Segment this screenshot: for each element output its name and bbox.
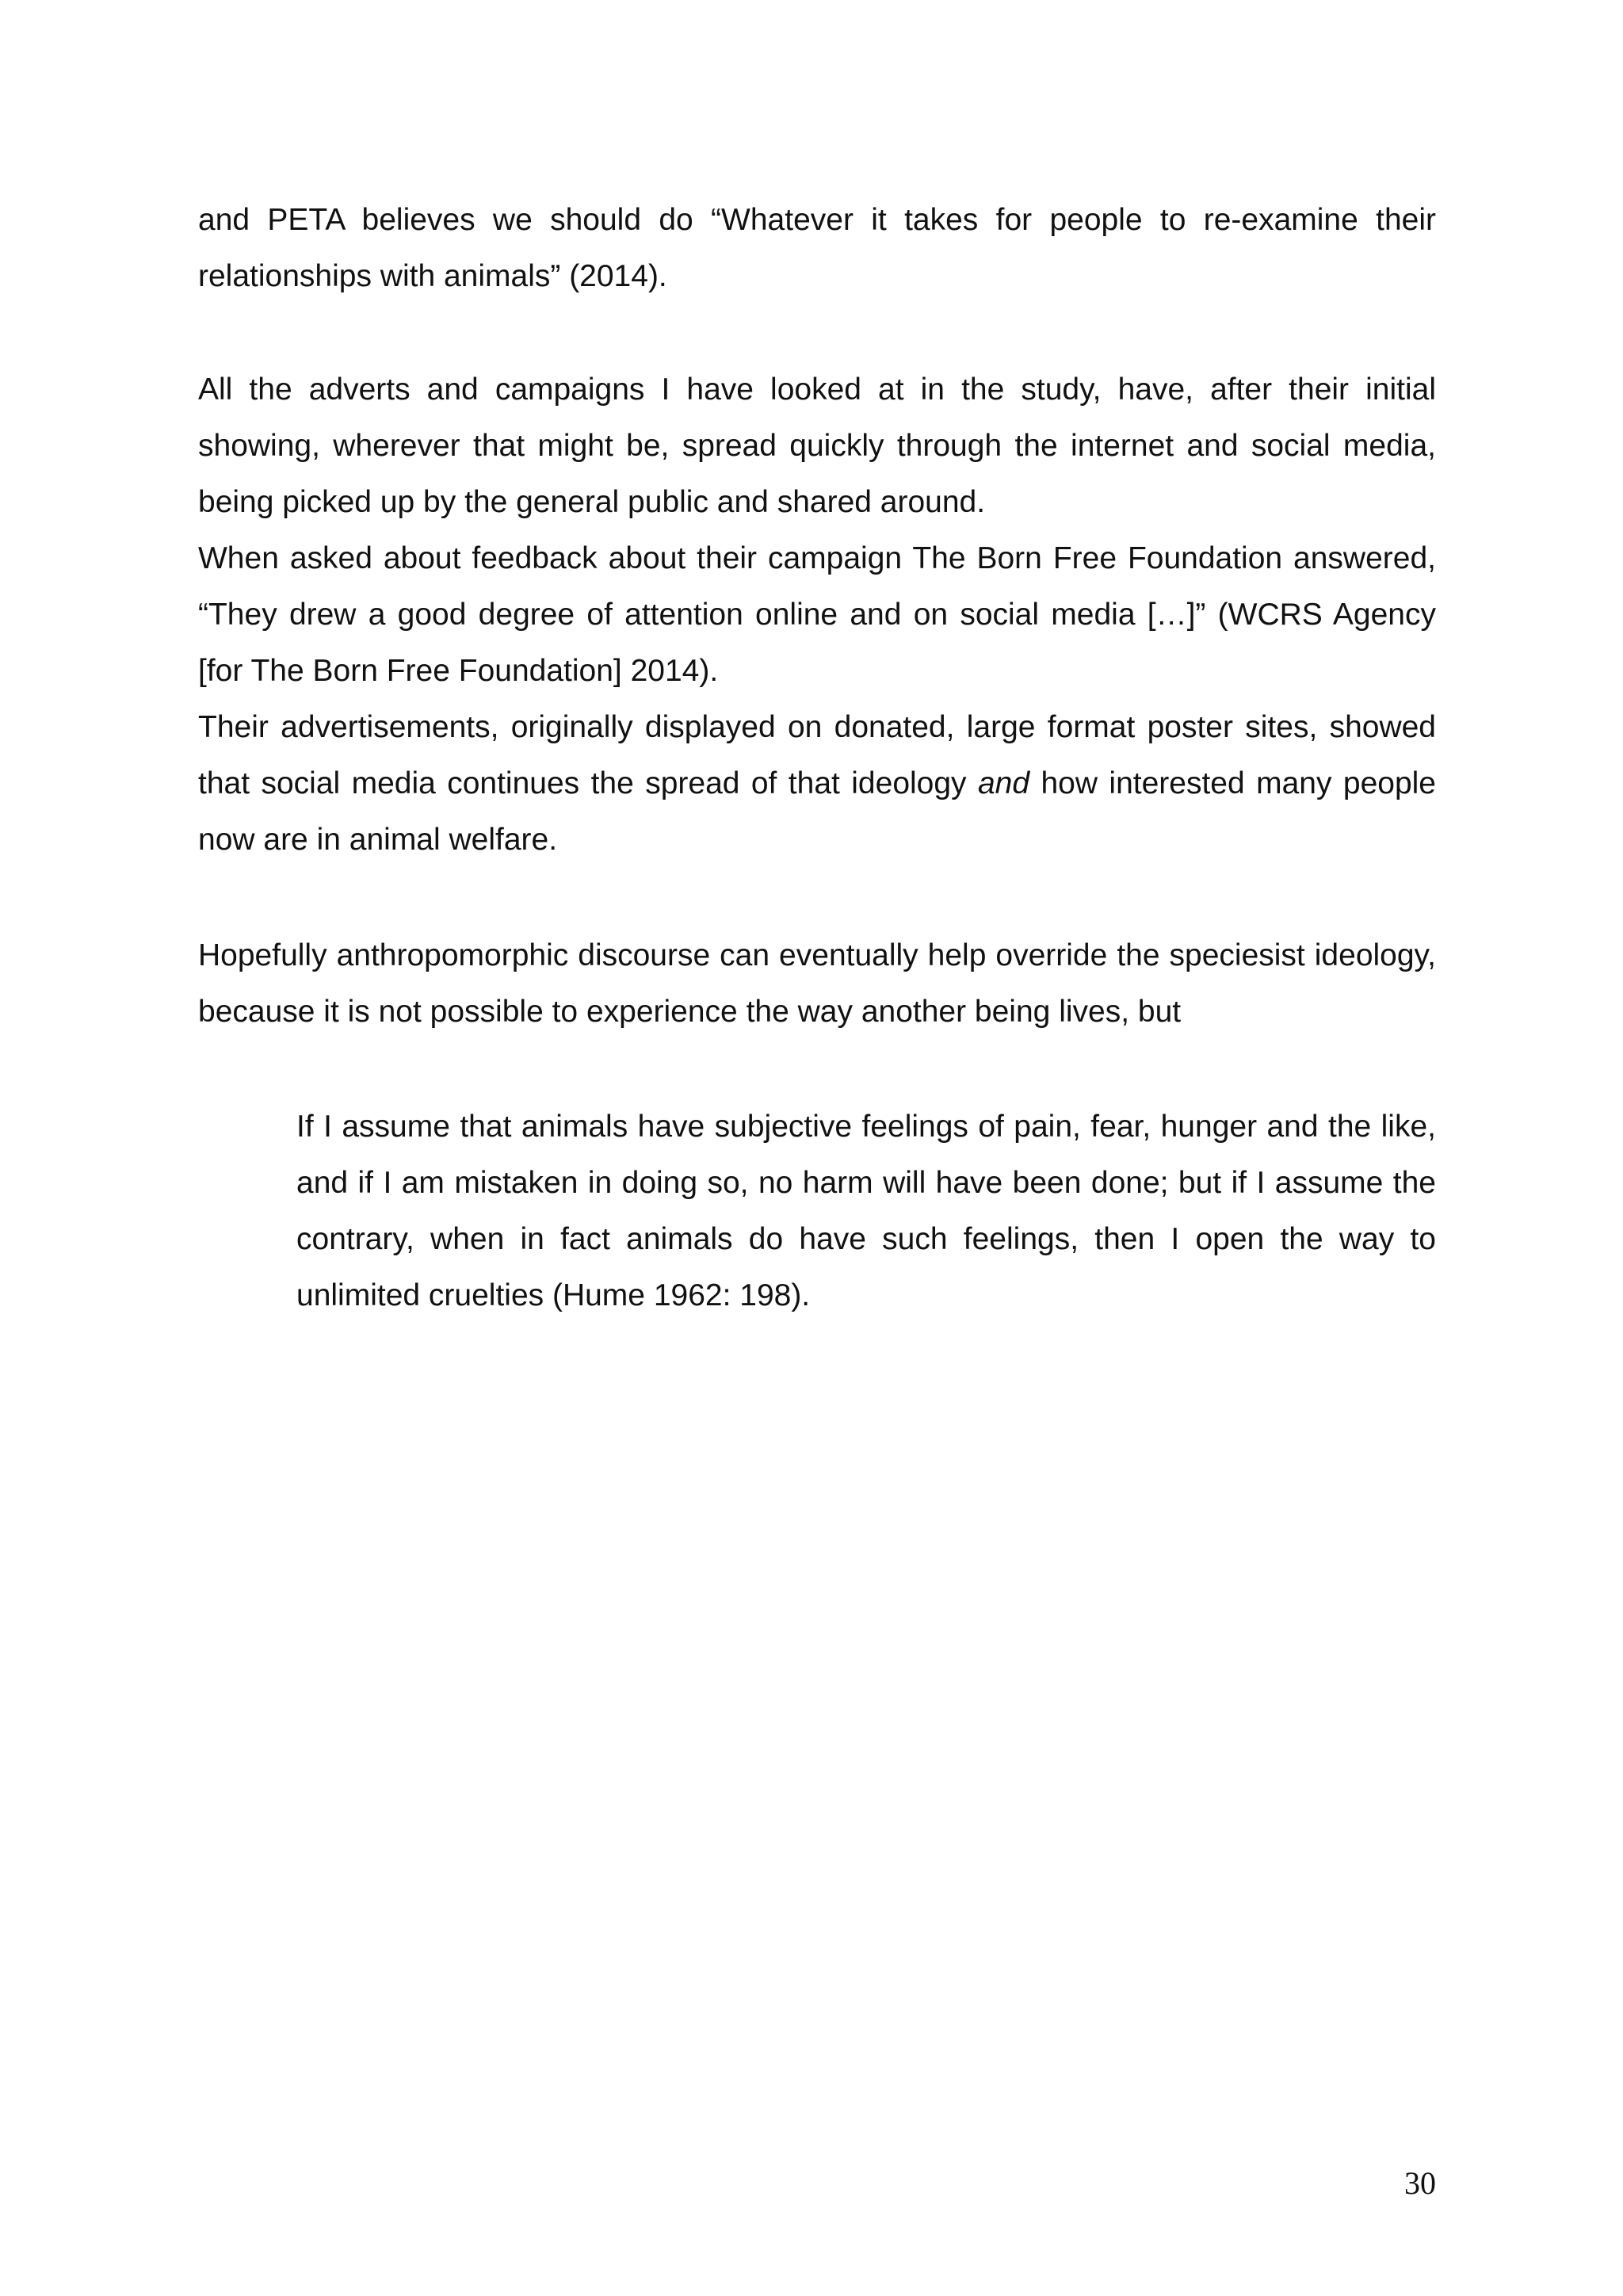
paragraph-text: Their advertisements, originally displayed on donated, large format poster sites, showed that social media continues the spread of that ideology: [198, 710, 1436, 800]
paragraph-section: [198, 361, 1436, 868]
paragraph-text: how interested many people now are in animal welfare.: [198, 766, 1436, 857]
quote-text: If I assume that animals have subjective feelings of pain, fear, hunger and the like, and if I am mistaken in doing so, no harm will have been done; but if I assume the contrary, when in fact animals do have such feelings, then I open the way to unlimited cruelties (Hume 1962: 198).: [296, 1110, 1436, 1312]
block-quote: [296, 1098, 1436, 1324]
paragraph-anthropomorphic: [198, 927, 1436, 1040]
emphasis-text: and: [977, 766, 1030, 800]
paragraph-adverts: All the adverts and campaigns I have looked at in the study, have, after their initial showing, wherever that might be, spread quickly through the internet and social media, being picked up by the general public and shared around.: [198, 372, 1436, 519]
paragraph-peta: [198, 192, 1436, 304]
paragraph-text: Hopefully anthropomorphic discourse can eventually help override the speciesist ideology, because it is not possible to experience the way another being lives, but: [198, 938, 1436, 1029]
page-number: 30: [1404, 2165, 1436, 2201]
paragraph-born-free: When asked about feedback about their campaign The Born Free Foundation answered, “They drew a good degree of attention online and on social media […]” (WCRS Agency [for The Born Free Foundation] 2014).: [198, 541, 1436, 688]
paragraph-text: and PETA believes we should do “Whatever it takes for people to re-examine their relationships with animals” (2014).: [198, 203, 1436, 293]
paragraph-advertisements: [198, 699, 1436, 868]
